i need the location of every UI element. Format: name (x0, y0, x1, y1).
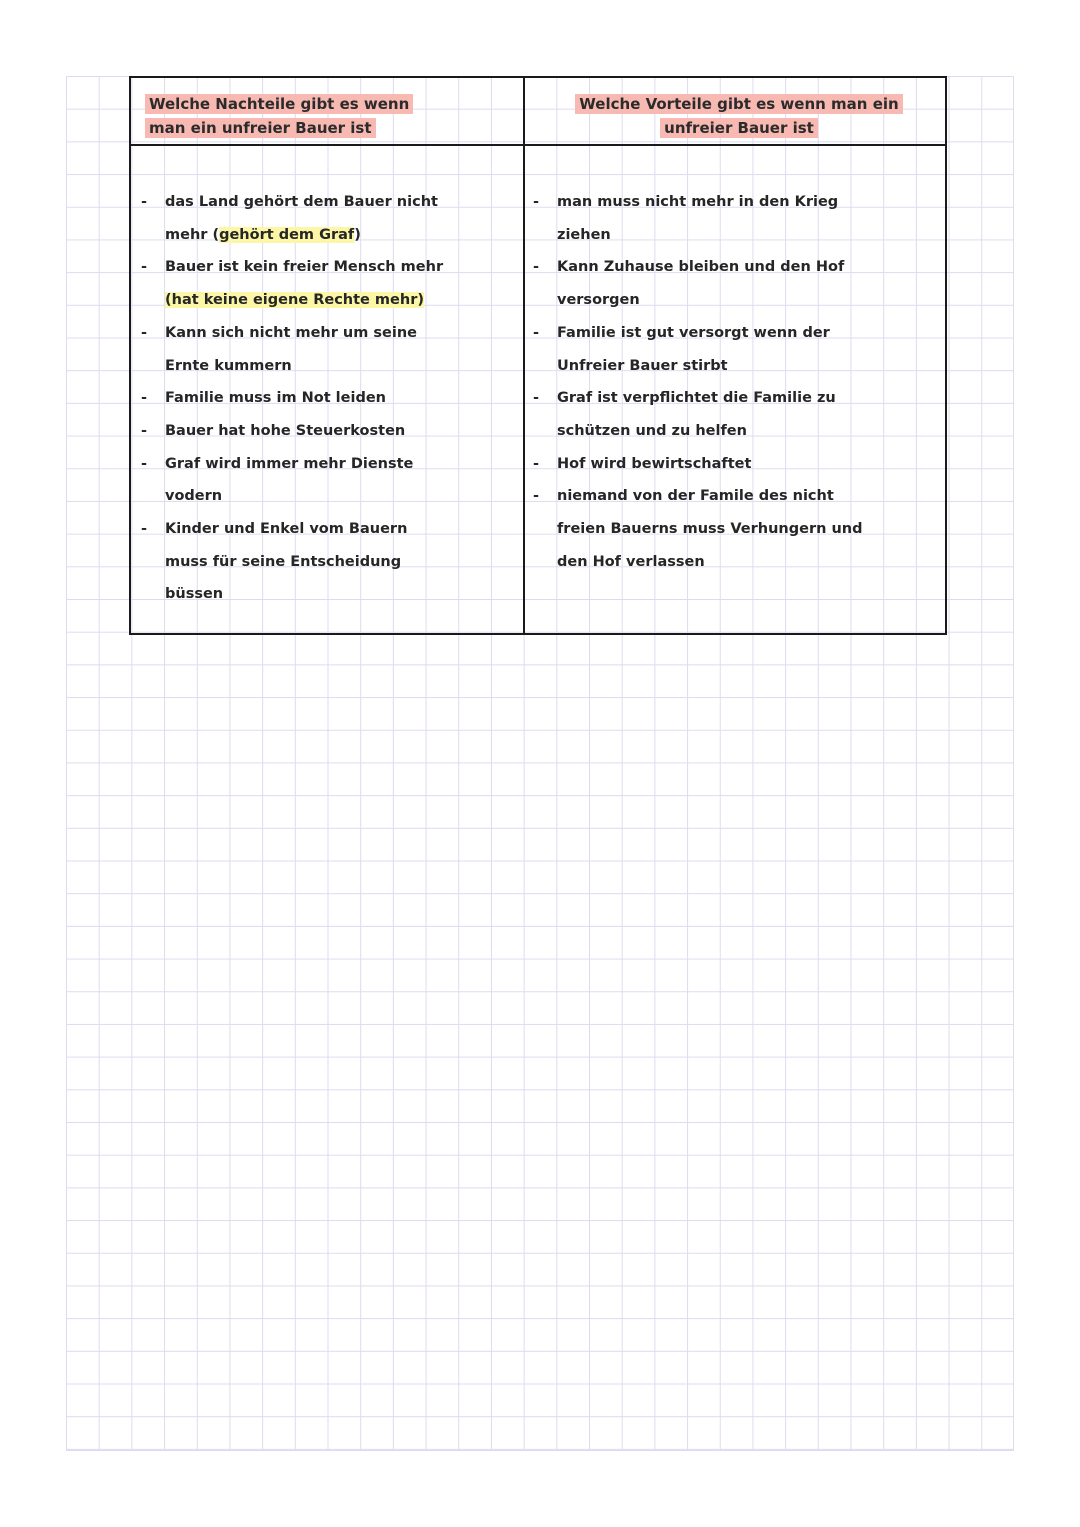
advantage-line (531, 219, 941, 252)
advantage-line (531, 480, 941, 513)
advantage-line (531, 448, 941, 481)
advantage-text: Graf ist verpflichtet die Familie zu (557, 390, 836, 407)
disadvantage-text: Kinder und Enkel vom Bauern (165, 521, 408, 538)
bullet-dash: - (141, 521, 148, 538)
advantage-text: niemand von der Famile des nicht (557, 488, 834, 505)
advantage-line (531, 186, 941, 219)
advantages-header (539, 92, 939, 140)
advantages-list (531, 186, 941, 578)
disadvantage-line (139, 317, 519, 350)
comparison-table (129, 76, 947, 635)
advantage-text: Kann Zuhause bleiben und den Hof (557, 259, 845, 276)
bullet-dash: - (141, 259, 148, 276)
advantage-text: den Hof verlassen (557, 553, 705, 570)
advantage-text: ziehen (557, 226, 611, 243)
bullet-dash: - (533, 259, 540, 276)
disadvantages-header-line1: Welche Nachteile gibt es wenn (145, 94, 413, 114)
disadvantage-text: Familie muss im Not leiden (165, 390, 386, 407)
disadvantage-text: das Land gehört dem Bauer nicht (165, 194, 438, 210)
bullet-dash: - (141, 455, 148, 472)
disadvantage-line (139, 284, 519, 317)
bullet-dash: - (533, 324, 540, 341)
disadvantage-text: mehr ( (165, 226, 220, 243)
bullet-dash: - (141, 194, 148, 210)
advantage-text: Familie ist gut versorgt wenn der (557, 324, 830, 341)
advantage-line (531, 284, 941, 317)
disadvantage-text: Bauer hat hohe Steuerkosten (165, 422, 406, 439)
bullet-dash: - (141, 422, 148, 439)
advantage-line (531, 513, 941, 546)
advantage-text: man muss nicht mehr in den Krieg (557, 194, 839, 210)
disadvantage-line (139, 219, 519, 252)
disadvantage-text: muss für seine Entscheidung (165, 553, 402, 570)
advantage-line (531, 546, 941, 579)
advantage-line (531, 251, 941, 284)
advantage-text: schützen und zu helfen (557, 422, 747, 439)
disadvantage-line (139, 546, 519, 579)
advantage-line (531, 415, 941, 448)
disadvantages-header-line2: man ein unfreier Bauer ist (145, 118, 376, 138)
advantage-text: versorgen (557, 292, 640, 309)
disadvantage-line (139, 448, 519, 481)
disadvantage-line (139, 350, 519, 383)
bullet-dash: - (141, 390, 148, 407)
bullet-dash: - (141, 324, 148, 341)
disadvantages-list (139, 186, 519, 611)
disadvantage-text: ) (354, 226, 361, 243)
advantage-line (531, 317, 941, 350)
disadvantage-line (139, 480, 519, 513)
disadvantage-line (139, 415, 519, 448)
disadvantages-header (145, 92, 505, 140)
disadvantage-line (139, 251, 519, 284)
disadvantage-line (139, 578, 519, 611)
table-column-divider (523, 78, 525, 633)
advantages-header-line2: unfreier Bauer ist (660, 118, 818, 138)
bullet-dash: - (533, 390, 540, 407)
advantage-line (531, 350, 941, 383)
bullet-dash: - (533, 194, 540, 210)
bullet-dash: - (533, 455, 540, 472)
disadvantage-line (139, 186, 519, 219)
table-header-divider (131, 144, 945, 146)
disadvantage-line (139, 513, 519, 546)
advantages-header-line1: Welche Vorteile gibt es wenn man ein (575, 94, 902, 114)
disadvantage-line (139, 382, 519, 415)
advantage-line (531, 382, 941, 415)
disadvantage-text: Ernte kummern (165, 357, 292, 374)
disadvantage-text: Graf wird immer mehr Dienste (165, 455, 414, 472)
advantage-text: freien Bauerns muss Verhungern und (557, 521, 863, 538)
advantage-text: Unfreier Bauer stirbt (557, 357, 728, 374)
disadvantage-text: vodern (165, 488, 223, 505)
disadvantage-highlighted-text: (hat keine eigene Rechte mehr) (165, 292, 424, 309)
disadvantage-highlighted-text: gehört dem Graf (219, 226, 355, 243)
disadvantage-text: Kann sich nicht mehr um seine (165, 324, 418, 341)
disadvantage-text: büssen (165, 586, 224, 603)
bullet-dash: - (533, 488, 540, 505)
advantage-text: Hof wird bewirtschaftet (557, 455, 752, 472)
disadvantage-text: Bauer ist kein freier Mensch mehr (165, 259, 444, 276)
